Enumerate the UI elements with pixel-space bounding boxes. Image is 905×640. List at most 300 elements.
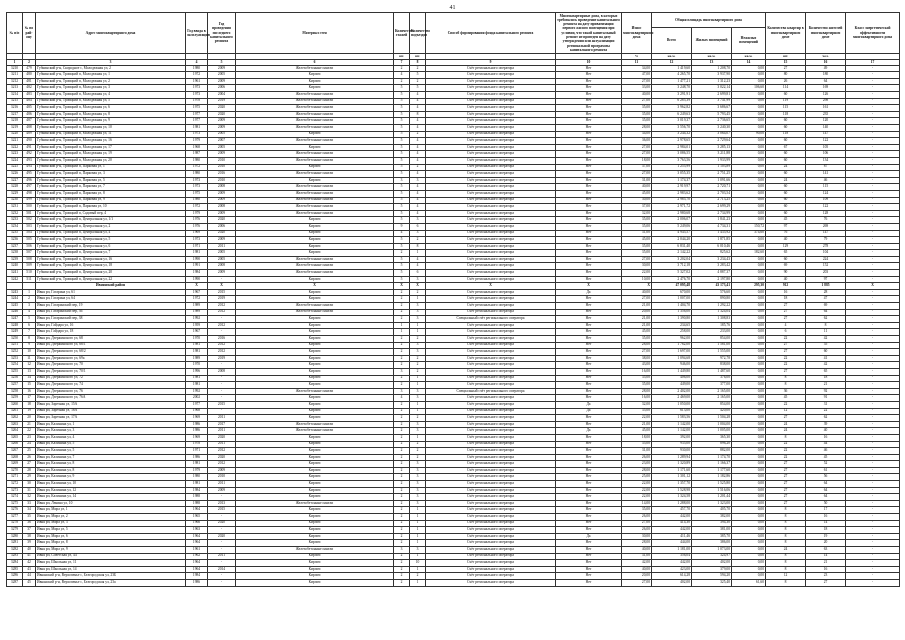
cell-area-total: 2 919,97 <box>652 184 692 191</box>
cell-area-nonliving: 90,00 <box>732 131 766 138</box>
cell-entrances: 4 <box>410 263 426 270</box>
cell-energy-class: - <box>846 237 900 244</box>
cell-year-repair: - <box>208 362 236 369</box>
cell-wear-percent: 28,00 <box>622 388 652 395</box>
cell-entrances: 3 <box>410 309 426 316</box>
cell-excluded-flag: Нет <box>556 276 622 283</box>
cell-excluded-flag: Нет <box>556 336 622 343</box>
cell-wall-material: Кирпич <box>236 467 394 474</box>
cell-fund-method: Счёт регионального оператора <box>426 303 556 310</box>
cell-area-nonliving: 106,60 <box>732 85 766 92</box>
cell-entrances: 2 <box>410 454 426 461</box>
cell-address: Ивня рп, Дзержинского ул, 70/1 <box>36 368 186 375</box>
cell-area-total: 1 356,00 <box>652 309 692 316</box>
cell-excluded-flag: Нет <box>556 553 622 560</box>
cell-floors: 2 <box>394 494 410 501</box>
cell-wall-material: Кирпич <box>236 454 394 461</box>
cell-wear-percent: 40,00 <box>622 184 652 191</box>
cell-excluded-flag: Нет <box>556 118 622 125</box>
cell-area-total: 1 583,56 <box>652 415 692 422</box>
cell-row-number: 3238 <box>7 250 23 257</box>
cell-row-number: 3226 <box>7 171 23 178</box>
cell-wall-material: Кирпич <box>236 520 394 527</box>
cell-apartments: 4 <box>766 322 806 329</box>
cell-residents: 278 <box>806 243 846 250</box>
cell-residents: 14 <box>806 553 846 560</box>
table-row <box>7 309 900 316</box>
cell-wear-percent: 28,00 <box>622 342 652 349</box>
cell-energy-class: - <box>846 434 900 441</box>
cell-energy-class: - <box>846 78 900 85</box>
header-area-nonliving: Нежилых помещений <box>732 28 766 54</box>
cell-year-built: 1962 <box>186 553 208 560</box>
cell-area-nonliving: 61,60 <box>732 579 766 586</box>
cell-entrances: 3 <box>410 388 426 395</box>
cell-area-nonliving: 0,00 <box>732 125 766 132</box>
cell-area-total: 3 712,18 <box>652 263 692 270</box>
cell-entrances: 1 <box>410 540 426 547</box>
cell-area-total: 3 086,55 <box>652 151 692 158</box>
header-num: № п/п <box>7 13 23 54</box>
cell-area-living: 4 887,37 <box>692 270 732 277</box>
cell-wear-percent: 22,00 <box>622 415 652 422</box>
table-row <box>7 514 900 521</box>
cell-excluded-flag: Нет <box>556 573 622 580</box>
cell-fund-method: Счёт регионального оператора <box>426 481 556 488</box>
cell-apartments: 27 <box>766 65 806 72</box>
cell-wear-percent: 27,00 <box>622 144 652 151</box>
table-row <box>7 65 900 72</box>
cell-residents: 18 <box>806 375 846 382</box>
cell-area-living: 386,00 <box>692 540 732 547</box>
cell-residents: 16 <box>806 434 846 441</box>
cell-address: Губкинский р-н, Троицкий п, Молодежная ул, 17 <box>36 144 186 151</box>
cell-residents: 20 <box>806 540 846 547</box>
cell-year-repair: 2005 <box>208 131 236 138</box>
cell-wall-material: Кирпич <box>236 322 394 329</box>
header-floors: Количество этажей <box>394 13 410 54</box>
cell-row-number: 3260 <box>7 401 23 408</box>
cell-floors: 2 <box>394 362 410 369</box>
cell-year-built: 1977 <box>186 111 208 118</box>
cell-entrances: 2 <box>410 78 426 85</box>
cell-entrances: 3 <box>410 428 426 435</box>
cell-year-repair: 2020 <box>208 230 236 237</box>
cell-fund-method: Счёт регионального оператора <box>426 560 556 567</box>
cell-fund-method: Счёт регионального оператора <box>426 138 556 145</box>
cell-wall-material: Кирпич <box>236 566 394 573</box>
cell-area-nonliving: 0,00 <box>732 408 766 415</box>
cell-fund-method: Счёт регионального оператора <box>426 401 556 408</box>
cell-year-repair: 2020 <box>208 217 236 224</box>
cell-area-living: 1 312,23 <box>692 78 732 85</box>
cell-wear-percent: 31,00 <box>622 448 652 455</box>
cell-wear-percent: 26,00 <box>622 454 652 461</box>
cell-area-nonliving: 295,30 <box>732 283 766 290</box>
cell-district-number: 496 <box>23 177 36 184</box>
cell-entrances: 1 <box>410 514 426 521</box>
cell-year-repair: - <box>208 375 236 382</box>
cell-energy-class: - <box>846 204 900 211</box>
cell-wall-material: Железобетонные панели <box>236 197 394 204</box>
cell-area-total: 1 449,80 <box>652 368 692 375</box>
cell-entrances: 3 <box>410 487 426 494</box>
cell-entrances: 3 <box>410 342 426 349</box>
cell-energy-class: - <box>846 573 900 580</box>
cell-address: Губкинский р-н, Троицкий п, Молодежная ул, 9 <box>36 118 186 125</box>
cell-residents: 28 <box>806 289 846 296</box>
cell-district-number: 39 <box>23 540 36 547</box>
cell-address: Губкинский р-н, Троицкий п, Центральная ул, 18 <box>36 263 186 270</box>
cell-year-repair: 2011 <box>208 415 236 422</box>
cell-wear-percent: 31,00 <box>622 177 652 184</box>
cell-row-number: 3247 <box>7 316 23 323</box>
cell-area-living: 1 103,89 <box>692 164 732 171</box>
cell-fund-method: Счёт регионального оператора <box>426 309 556 316</box>
cell-address: Ивня рп, Гагарина ул, 61 <box>36 289 186 296</box>
cell-residents: 47 <box>806 296 846 303</box>
table-row <box>7 494 900 501</box>
cell-address: Ивня рп, Советская ул, 44 <box>36 553 186 560</box>
cell-residents: 16 <box>806 514 846 521</box>
cell-row-number: 3270 <box>7 467 23 474</box>
cell-area-nonliving: 0,00 <box>732 533 766 540</box>
cell-row-number: 3210 <box>7 65 23 72</box>
cell-district-number: 6 <box>23 322 36 329</box>
cell-excluded-flag: Нет <box>556 566 622 573</box>
cell-apartments: 8 <box>766 553 806 560</box>
cell-year-repair: 2011 <box>208 428 236 435</box>
cell-row-number: 3219 <box>7 125 23 132</box>
cell-row-number: 3234 <box>7 223 23 230</box>
cell-year-built: 1972 <box>186 164 208 171</box>
cell-row-number <box>7 283 23 290</box>
cell-district-number: 4 <box>23 309 36 316</box>
cell-apartments: 8 <box>766 540 806 547</box>
cell-year-built: 1964 <box>186 560 208 567</box>
cell-wear-percent: 35,00 <box>622 382 652 389</box>
cell-fund-method: Счёт регионального оператора <box>426 190 556 197</box>
cell-wall-material: Железобетонные панели <box>236 500 394 507</box>
cell-energy-class: - <box>846 355 900 362</box>
cell-apartments: 97 <box>766 223 806 230</box>
cell-address: Ивнянский район <box>36 283 186 290</box>
cell-wall-material: Железобетонные панели <box>236 303 394 310</box>
unit-wear: % <box>622 53 652 59</box>
cell-district-number: 492 <box>23 151 36 158</box>
cell-area-nonliving: 0,00 <box>732 309 766 316</box>
cell-apartments: 22 <box>766 355 806 362</box>
cell-area-living: 3 234,43 <box>692 256 732 263</box>
cell-apartments: 27 <box>766 467 806 474</box>
cell-energy-class: - <box>846 481 900 488</box>
cell-floors: 2 <box>394 421 410 428</box>
cell-wall-material: Железобетонные панели <box>236 184 394 191</box>
cell-floors: 2 <box>394 481 410 488</box>
cell-wall-material: Кирпич <box>236 362 394 369</box>
cell-wall-material: Железобетонные панели <box>236 421 394 428</box>
cell-area-nonliving: 0,00 <box>732 573 766 580</box>
cell-entrances: 3 <box>410 500 426 507</box>
cell-fund-method: Счёт регионального оператора <box>426 507 556 514</box>
cell-address: Губкинский р-н, Троицкий п, Молодежная ул, 6 <box>36 105 186 112</box>
table-row <box>7 481 900 488</box>
cell-year-built: 1975 <box>186 105 208 112</box>
cell-excluded-flag: Нет <box>556 270 622 277</box>
cell-excluded-flag: Нет <box>556 256 622 263</box>
header-address: Адрес многоквартирного дома <box>36 13 186 54</box>
table-row <box>7 428 900 435</box>
cell-row-number: 3255 <box>7 368 23 375</box>
cell-area-nonliving: 0,00 <box>732 184 766 191</box>
cell-area-total: 4 265,70 <box>652 72 692 79</box>
cell-district-number: 15 <box>23 382 36 389</box>
cell-district-number: 495 <box>23 171 36 178</box>
cell-excluded-flag: Нет <box>556 85 622 92</box>
cell-district-number: 43 <box>23 566 36 573</box>
header-entrances: Количество подъездов <box>410 13 426 54</box>
cell-address: Ивня рп, Калинина ул, 7 <box>36 454 186 461</box>
cell-area-total: 6 285,39 <box>652 98 692 105</box>
cell-area-total: 1 050,00 <box>652 401 692 408</box>
cell-district-number: 511 <box>23 276 36 283</box>
cell-energy-class: - <box>846 454 900 461</box>
table-row <box>7 448 900 455</box>
cell-area-nonliving: 0,00 <box>732 560 766 567</box>
cell-energy-class: - <box>846 553 900 560</box>
table-row <box>7 223 900 230</box>
cell-year-built: 2002 <box>186 395 208 402</box>
cell-row-number: 3213 <box>7 85 23 92</box>
cell-floors: 5 <box>394 190 410 197</box>
cell-year-repair: 2009 <box>208 125 236 132</box>
district-header-row <box>7 283 900 290</box>
table-row <box>7 78 900 85</box>
cell-wall-material: Кирпич <box>236 481 394 488</box>
cell-area-total: 962,00 <box>652 336 692 343</box>
cell-residents: 64 <box>806 78 846 85</box>
cell-floors: 5 <box>394 256 410 263</box>
cell-wall-material: Кирпич <box>236 85 394 92</box>
cell-wear-percent: 18,00 <box>622 157 652 164</box>
cell-residents: 76 <box>806 217 846 224</box>
cell-year-repair: 2009 <box>208 197 236 204</box>
cell-year-repair: 2005 <box>208 250 236 257</box>
cell-year-built: 1981 <box>186 349 208 356</box>
cell-row-number: 3268 <box>7 454 23 461</box>
cell-area-living: 377,00 <box>692 382 732 389</box>
column-number: 16 <box>806 59 846 65</box>
cell-area-total: 3 244,32 <box>652 131 692 138</box>
cell-year-built: X <box>186 283 208 290</box>
cell-apartments: 27 <box>766 494 806 501</box>
cell-year-built: 1981 <box>186 461 208 468</box>
cell-wall-material: Кирпич <box>236 342 394 349</box>
cell-wear-percent: 35,00 <box>622 118 652 125</box>
cell-floors: 2 <box>394 540 410 547</box>
table-row <box>7 92 900 99</box>
cell-energy-class: - <box>846 217 900 224</box>
cell-district-number: 25 <box>23 448 36 455</box>
cell-entrances: 1 <box>410 533 426 540</box>
cell-district-number: 500 <box>23 204 36 211</box>
cell-energy-class: - <box>846 494 900 501</box>
cell-address: Губкинский р-н, Троицкий п, Молодежная ул, 10 <box>36 125 186 132</box>
cell-year-built: 1986 <box>186 421 208 428</box>
unit-entrances: шт. <box>410 53 426 59</box>
cell-year-repair: 2011 <box>208 441 236 448</box>
cell-apartments: 8 <box>766 579 806 586</box>
cell-apartments: 8 <box>766 527 806 534</box>
cell-area-living: 1 292,22 <box>692 303 732 310</box>
cell-district-number: 41 <box>23 553 36 560</box>
cell-fund-method: Счёт регионального оператора <box>426 474 556 481</box>
table-row <box>7 217 900 224</box>
cell-area-nonliving: 0,00 <box>732 322 766 329</box>
cell-area-living: 2 713,25 <box>692 197 732 204</box>
cell-year-built: 1989 <box>186 355 208 362</box>
cell-year-repair: - <box>208 514 236 521</box>
cell-year-repair: 2011 <box>208 553 236 560</box>
cell-row-number: 3286 <box>7 573 23 580</box>
table-row <box>7 85 900 92</box>
cell-year-built: 1964 <box>186 507 208 514</box>
cell-wall-material: Кирпич <box>236 289 394 296</box>
cell-apartments: 67 <box>766 144 806 151</box>
cell-area-nonliving: 0,00 <box>732 441 766 448</box>
cell-entrances: 4 <box>410 157 426 164</box>
cell-year-repair: 2012 <box>208 448 236 455</box>
cell-area-total: 442,00 <box>652 560 692 567</box>
cell-district-number: 11 <box>23 355 36 362</box>
cell-year-repair: - <box>208 494 236 501</box>
cell-residents: 120 <box>806 118 846 125</box>
cell-area-nonliving: 0,00 <box>732 527 766 534</box>
cell-wall-material: X <box>236 283 394 290</box>
cell-entrances: 3 <box>410 316 426 323</box>
cell-year-repair: - <box>208 547 236 554</box>
cell-fund-method: Счёт регионального оператора <box>426 144 556 151</box>
cell-year-built: 1986 <box>186 428 208 435</box>
cell-year-built: 1967 <box>186 329 208 336</box>
cell-area-total: 1 320,89 <box>652 461 692 468</box>
cell-wear-percent: 27,00 <box>622 171 652 178</box>
cell-year-repair: 2010 <box>208 157 236 164</box>
cell-residents: 65 <box>806 368 846 375</box>
cell-wear-percent: 27,00 <box>622 256 652 263</box>
column-number: 9 <box>426 59 556 65</box>
cell-year-built: 1978 <box>186 98 208 105</box>
column-number: 5 <box>208 59 236 65</box>
cell-district-number: 506 <box>23 243 36 250</box>
cell-fund-method: Счёт регионального оператора <box>426 494 556 501</box>
cell-wall-material: Кирпич <box>236 507 394 514</box>
cell-entrances: 4 <box>410 138 426 145</box>
cell-apartments: 912 <box>766 283 806 290</box>
cell-fund-method: Счёт регионального оператора <box>426 448 556 455</box>
cell-year-repair: 2015 <box>208 289 236 296</box>
cell-apartments: 22 <box>766 441 806 448</box>
column-number: 1 <box>7 59 23 65</box>
cell-wear-percent: 32,00 <box>622 401 652 408</box>
cell-floors: 5 <box>394 237 410 244</box>
cell-year-repair: 2009 <box>208 210 236 217</box>
cell-apartments: 60 <box>766 197 806 204</box>
cell-excluded-flag: Нет <box>556 434 622 441</box>
cell-year-repair: 2012 <box>208 322 236 329</box>
cell-residents: 8 <box>806 322 846 329</box>
cell-energy-class: - <box>846 395 900 402</box>
cell-year-repair: X <box>208 283 236 290</box>
column-number: 6 <box>236 59 394 65</box>
table-row <box>7 303 900 310</box>
cell-apartments: 22 <box>766 336 806 343</box>
cell-area-total: 5 327,02 <box>652 270 692 277</box>
cell-wear-percent: 32,00 <box>622 210 652 217</box>
cell-apartments: 27 <box>766 309 806 316</box>
cell-residents: 152 <box>806 263 846 270</box>
table-row <box>7 270 900 277</box>
cell-apartments: 16 <box>766 289 806 296</box>
cell-residents: 224 <box>806 256 846 263</box>
cell-district-number: 36 <box>23 520 36 527</box>
cell-area-nonliving: 0,00 <box>732 507 766 514</box>
cell-year-built: 1990 <box>186 256 208 263</box>
cell-address: Ивня рп, Гайдара ул, 18 <box>36 329 186 336</box>
cell-area-living: 1 516,06 <box>692 487 732 494</box>
cell-area-total: 1 324,58 <box>652 494 692 501</box>
cell-entrances: 2 <box>410 573 426 580</box>
cell-floors: 2 <box>394 65 410 72</box>
table-row <box>7 520 900 527</box>
cell-year-repair: - <box>208 276 236 283</box>
cell-excluded-flag: Нет <box>556 223 622 230</box>
cell-wear-percent: 27,00 <box>622 98 652 105</box>
cell-area-total: 946,00 <box>652 362 692 369</box>
cell-excluded-flag: Нет <box>556 494 622 501</box>
cell-district-number: 21 <box>23 421 36 428</box>
cell-energy-class: - <box>846 322 900 329</box>
cell-fund-method: Счёт регионального оператора <box>426 428 556 435</box>
cell-area-living: 420,00 <box>692 408 732 415</box>
cell-wall-material: Кирпич <box>236 243 394 250</box>
cell-area-living: 3 283,42 <box>692 263 732 270</box>
cell-wear-percent: 42,00 <box>622 560 652 567</box>
cell-wall-material: Кирпич <box>236 223 394 230</box>
cell-excluded-flag: Нет <box>556 217 622 224</box>
cell-year-built: 1973 <box>186 85 208 92</box>
cell-energy-class: - <box>846 296 900 303</box>
cell-floors: 2 <box>394 309 410 316</box>
cell-entrances: 8 <box>410 111 426 118</box>
cell-wear-percent: 35,00 <box>622 336 652 343</box>
cell-energy-class: - <box>846 72 900 79</box>
cell-energy-class: - <box>846 566 900 573</box>
cell-area-nonliving: 0,00 <box>732 421 766 428</box>
cell-fund-method: Счёт регионального оператора <box>426 237 556 244</box>
cell-energy-class: - <box>846 105 900 112</box>
cell-excluded-flag: Нет <box>556 395 622 402</box>
cell-area-living: 1 435,92 <box>692 230 732 237</box>
cell-area-nonliving: 0,00 <box>732 553 766 560</box>
cell-wear-percent: 28,00 <box>622 125 652 132</box>
cell-district-number: 45 <box>23 579 36 586</box>
cell-excluded-flag: Нет <box>556 316 622 323</box>
cell-year-built: 1969 <box>186 434 208 441</box>
table-row <box>7 131 900 138</box>
cell-row-number: 3265 <box>7 434 23 441</box>
cell-excluded-flag: Нет <box>556 507 622 514</box>
